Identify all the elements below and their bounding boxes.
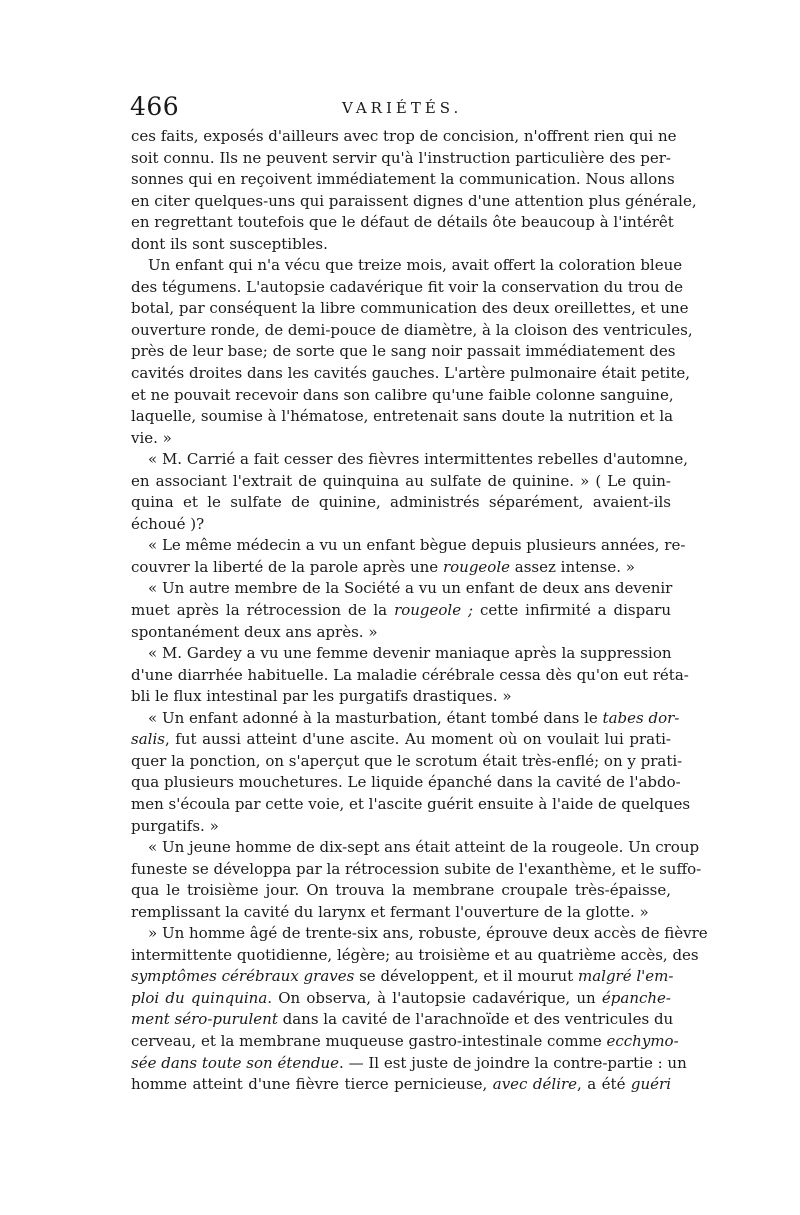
line-text: men s'écoula par cette voie, et l'ascite guérit ensuite à l'aide de quelques	[131, 794, 691, 813]
italic-text: salis	[131, 730, 165, 749]
line-text: cette infirmité a disparu	[473, 601, 671, 620]
line-text: . On observa, à l'autopsie cadavérique, un	[267, 988, 602, 1007]
line-text: et ne pouvait recevoir dans son calibre qu'une faible colonne sanguine,	[131, 385, 674, 404]
line-text: dans la cavité de l'arachnoïde et des ventricules du	[277, 1010, 674, 1029]
text-line	[131, 148, 671, 170]
text-line	[131, 1009, 674, 1031]
text-line	[131, 385, 674, 407]
line-text: vie. »	[131, 428, 172, 447]
text-line	[131, 320, 693, 342]
line-text: d'une diarrhée habituelle. La maladie cérébrale cessa dès qu'on eut réta-	[131, 665, 689, 684]
line-text: « Un autre membre de la Société a vu un enfant de deux ans devenir	[148, 579, 673, 598]
line-text: spontanément deux ans après. »	[131, 622, 378, 641]
line-text: quina et le sulfate de quinine, administrés séparément, avaient-ils	[131, 493, 671, 512]
italic-text: tabes dor-	[602, 708, 680, 727]
line-text: « Un enfant adonné à la masturbation, étant tombé dans le	[148, 708, 603, 727]
text-line	[131, 665, 689, 687]
text-line	[131, 923, 708, 945]
text-line	[131, 794, 691, 816]
italic-text: ecchymo-	[606, 1031, 679, 1050]
line-text: échoué )?	[131, 514, 205, 533]
line-text: dont ils sont susceptibles.	[131, 234, 328, 253]
line-text: « M. Gardey a vu une femme devenir maniaque après la suppression	[148, 644, 672, 663]
italic-text: ploi du quinquina	[131, 988, 268, 1007]
line-text: en regrettant toutefois que le défaut de détails ôte beaucoup à l'intérêt	[131, 213, 674, 232]
line-text: . — Il est juste de joindre la contre-partie : un	[339, 1053, 687, 1072]
line-text: qua plusieurs mouchetures. Le liquide épanché dans la cavité de l'abdo-	[131, 773, 681, 792]
line-text: cavités droites dans les cavités gauches. L'artère pulmonaire était petite,	[131, 364, 690, 383]
line-text: intermittente quotidienne, légère; au troisième et au quatrième accès, des	[131, 945, 699, 964]
italic-text: avec délire	[492, 1075, 578, 1094]
line-text: couvrer la liberté de la parole après une	[131, 557, 443, 576]
text-line	[131, 772, 681, 794]
page-header	[130, 94, 675, 126]
line-text: qua le troisième jour. On trouva la membrane croupale très-épaisse,	[131, 881, 671, 900]
text-line	[131, 686, 671, 708]
line-text: Un enfant qui n'a vécu que treize mois, avait offert la coloration bleue	[148, 256, 683, 275]
text-line	[131, 126, 677, 148]
italic-text: malgré l'em-	[577, 967, 674, 986]
text-line	[131, 557, 671, 579]
line-text: muet après la rétrocession de la	[131, 601, 395, 620]
text-line	[131, 643, 671, 665]
text-line	[131, 341, 676, 363]
text-line	[131, 1031, 679, 1053]
italic-text: rougeole ;	[394, 601, 474, 620]
text-line	[131, 234, 671, 256]
line-text: sonnes qui en reçoivent immédiatement la communication. Nous allons	[131, 170, 675, 189]
italic-text: sée dans toute son étendue	[131, 1053, 340, 1072]
text-line	[131, 816, 671, 838]
line-text: « Un jeune homme de dix-sept ans était atteint de la rougeole. Un croup	[148, 838, 700, 857]
line-text: , fut aussi atteint d'une ascite. Au moment où on voulait lui prati-	[164, 730, 671, 749]
line-text: ouverture ronde, de demi-pouce de diamètre, à la cloison des ventricules,	[131, 320, 693, 339]
text-line	[131, 212, 674, 234]
text-line	[131, 902, 671, 924]
text-line	[131, 966, 674, 988]
text-line	[131, 729, 671, 751]
line-text: funeste se développa par la rétrocession subite de l'exanthème, et le suffo-	[131, 859, 702, 878]
line-text: bli le flux intestinal par les purgatifs drastiques. »	[131, 687, 512, 706]
text-line	[131, 298, 689, 320]
text-line	[131, 708, 680, 730]
line-text: soit connu. Ils ne peuvent servir qu'à l'instruction particulière des per-	[131, 148, 671, 167]
text-line	[131, 751, 683, 773]
line-text: laquelle, soumise à l'hématose, entretenait sans doute la nutrition et la	[131, 407, 674, 426]
line-text: ces faits, exposés d'ailleurs avec trop de concision, n'offrent rien qui ne	[131, 127, 677, 145]
text-line	[131, 1074, 671, 1096]
text-line	[131, 492, 671, 514]
text-line	[131, 859, 702, 881]
line-text: » Un homme âgé de trente-six ans, robuste, éprouve deux accès de fièvre	[148, 924, 708, 943]
line-text: près de leur base; de sorte que le sang noir passait immédiatement des	[131, 342, 676, 361]
line-text: cerveau, et la membrane muqueuse gastro-intestinale comme	[131, 1031, 607, 1050]
line-text: en citer quelques-uns qui paraissent dignes d'une attention plus générale,	[131, 191, 697, 210]
line-text: se développent, et il mourut	[354, 967, 578, 986]
text-line	[131, 600, 671, 622]
text-line	[131, 363, 690, 385]
page-number: 466	[130, 92, 180, 121]
text-line	[131, 1053, 687, 1075]
text-line	[131, 837, 700, 859]
text-line	[131, 191, 697, 213]
line-text: « Le même médecin a vu un enfant bègue depuis plusieurs années, re-	[148, 536, 686, 555]
text-line	[131, 277, 683, 299]
line-text: « M. Carrié a fait cesser des fièvres intermittentes rebelles d'automne,	[148, 450, 689, 469]
line-text: quer la ponction, on s'aperçut que le scrotum était très-enflé; on y prati-	[131, 751, 683, 770]
text-line	[131, 622, 671, 644]
line-text: assez intense. »	[510, 557, 635, 576]
text-line	[131, 449, 689, 471]
text-line	[131, 406, 674, 428]
text-line	[131, 428, 671, 450]
italic-text: symptômes cérébraux graves	[131, 967, 355, 986]
text-line	[131, 514, 671, 536]
text-line	[131, 471, 671, 493]
line-text: purgatifs. »	[131, 816, 219, 835]
text-line	[131, 578, 671, 600]
italic-text: guéri	[630, 1075, 672, 1094]
text-line	[131, 880, 671, 902]
text-line	[131, 535, 686, 557]
line-text: en associant l'extrait de quinquina au sulfate de quinine. » ( Le quin-	[131, 471, 671, 490]
text-line	[131, 945, 699, 967]
line-text: des tégumens. L'autopsie cadavérique fit voir la conservation du trou de	[131, 277, 683, 296]
line-text: , a été	[577, 1075, 631, 1094]
italic-text: ment séro-purulent	[131, 1010, 278, 1029]
italic-text: rougeole	[442, 557, 510, 576]
text-line	[131, 255, 683, 277]
line-text: botal, par conséquent la libre communication des deux oreillettes, et une	[131, 299, 689, 318]
running-head: VARIÉTÉS.	[342, 99, 463, 117]
line-text: homme atteint d'une fièvre tierce pernicieuse,	[131, 1075, 493, 1094]
italic-text: épanche-	[601, 988, 671, 1007]
body-text	[131, 126, 708, 1096]
text-line	[131, 169, 675, 191]
line-text: remplissant la cavité du larynx et fermant l'ouverture de la glotte. »	[131, 902, 649, 921]
text-line	[131, 988, 671, 1010]
